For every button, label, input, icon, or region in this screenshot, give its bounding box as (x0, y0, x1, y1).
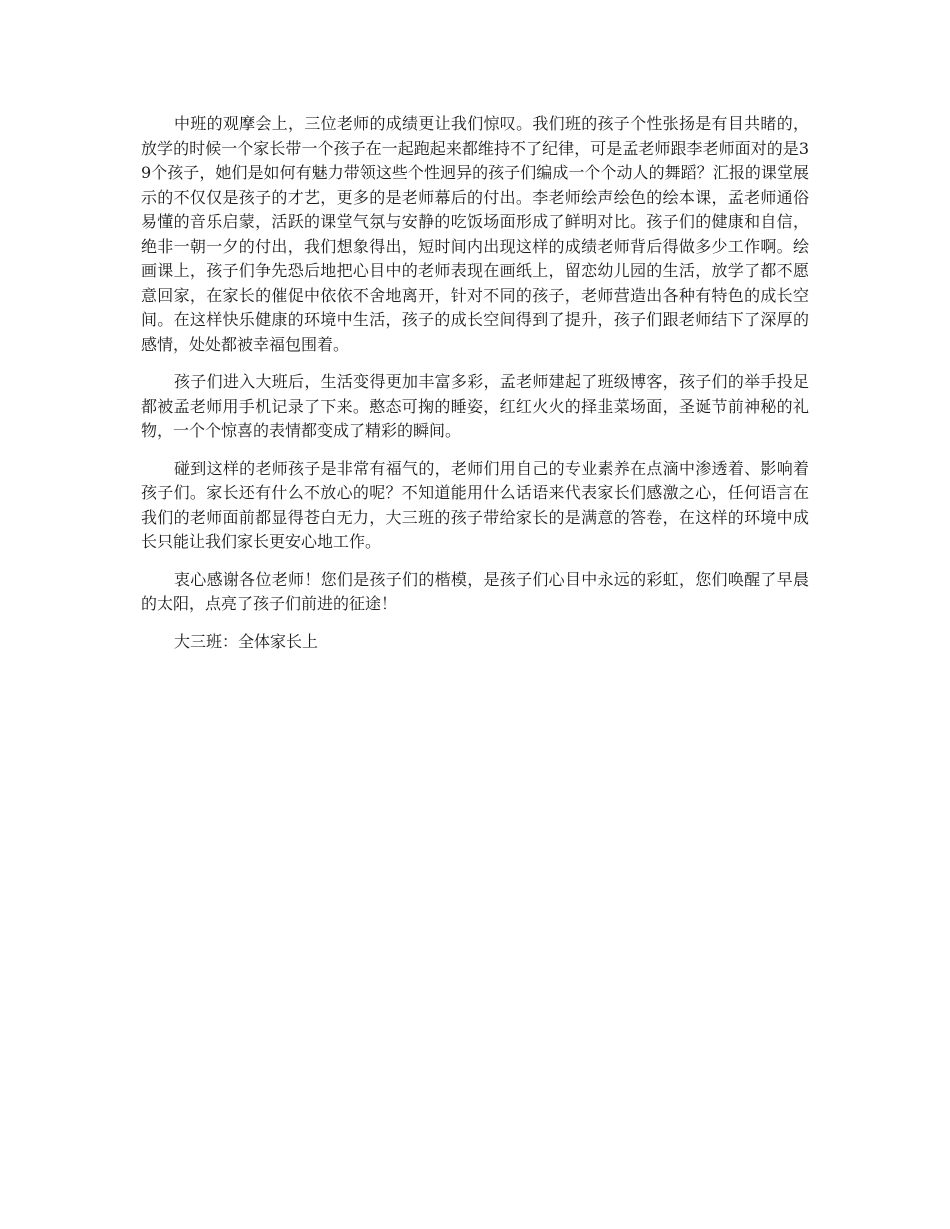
signature-line: 大三班：全体家长上 (174, 631, 319, 651)
paragraph-senior-class: 孩子们进入大班后，生活变得更加丰富多彩，孟老师建起了班级博客，孩子们的举手投足都被孟老师用手机记录了下来。憨态可掬的睡姿，红红火火的择韭菜场面，圣诞节前神秘的礼物，一个个惊喜的表情都变成了精彩的瞬间。 (141, 372, 809, 440)
paragraph-teachers-blessing: 碰到这样的老师孩子是非常有福气的，老师们用自己的专业素养在点滴中渗透着、影响着孩子们。家长还有什么不放心的呢？不知道能用什么话语来代表家长们感激之心，任何语言在我们的老师面前都显得苍白无力，大三班的孩子带给家长的是满意的答卷，在这样的环境中成长只能让我们家长更安心地工作。 (141, 458, 809, 551)
paragraph-thanks: 衷心感谢各位老师！您们是孩子们的楷模，是孩子们心目中永远的彩虹，您们唤醒了早晨的太阳，点亮了孩子们前进的征途！ (141, 569, 809, 613)
paragraph-observation-meeting: 中班的观摩会上，三位老师的成绩更让我们惊叹。我们班的孩子个性张扬是有目共睹的，放学的时候一个家长带一个孩子在一起跑起来都维持不了纪律，可是孟老师跟李老师面对的是39个孩子，她们是如何有魅力带领这些个性迥异的孩子们编成一个个动人的舞蹈？汇报的课堂展示的不仅仅是孩子的才艺，更多的是老师幕后的付出。李老师绘声绘色的绘本课，孟老师通俗易懂的音乐启蒙，活跃的课堂气氛与安静的吃饭场面形成了鲜明对比。孩子们的健康和自信，绝非一朝一夕的付出，我们想象得出，短时间内出现这样的成绩老师背后得做多少工作啊。绘画课上，孩子们争先恐后地把心目中的老师表现在画纸上，留恋幼儿园的生活，放学了都不愿意回家，在家长的催促中依依不舍地离开，针对不同的孩子，老师营造出各种有特色的成长空间。在这样快乐健康的环境中生活，孩子的成长空间得到了提升，孩子们跟老师结下了深厚的感情，处处都被幸福包围着。 (141, 114, 809, 354)
document-body (141, 112, 809, 654)
